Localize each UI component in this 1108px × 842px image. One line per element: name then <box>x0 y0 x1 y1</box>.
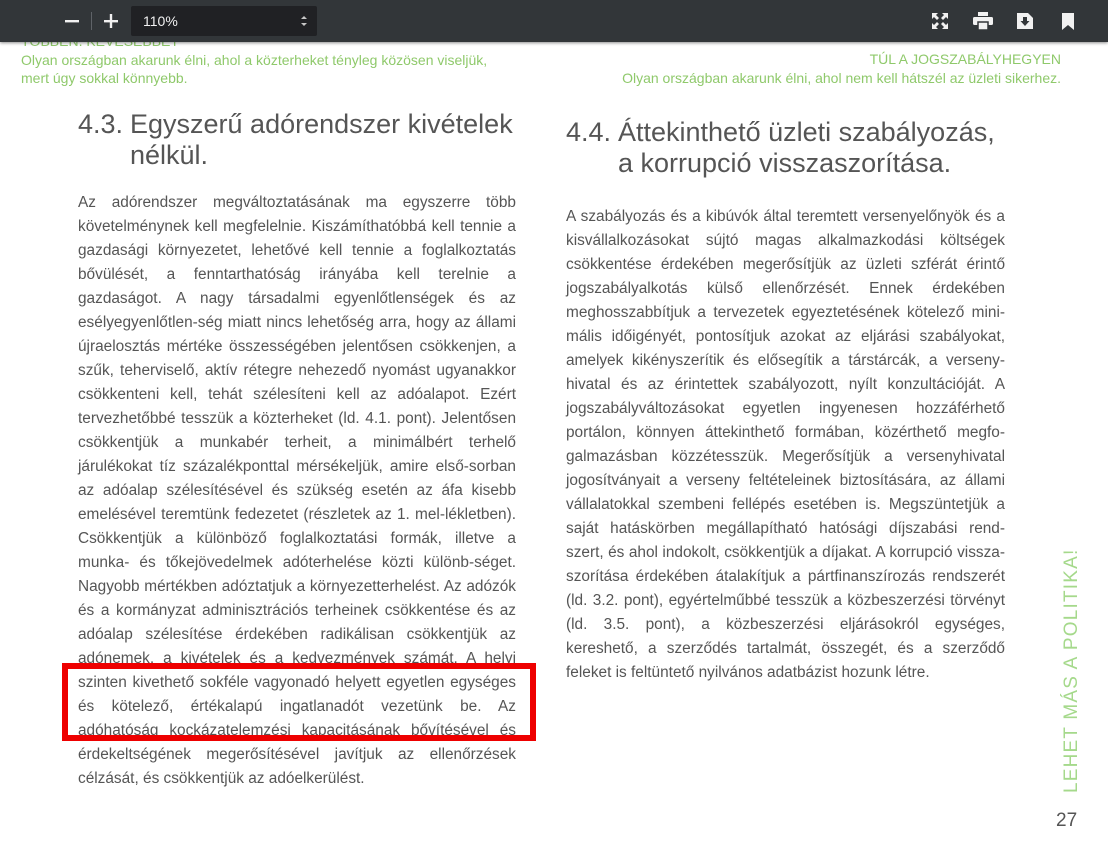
fit-to-page-icon <box>931 12 949 30</box>
print-icon <box>973 12 993 30</box>
minus-icon <box>65 14 79 28</box>
heading-line1: Áttekinthető üzleti szabályozás, <box>618 117 995 147</box>
header-left-line1: Olyan országban akarunk élni, ahol a közterheket tényleg közösen viseljük, <box>21 52 488 68</box>
section-number: 4.3. <box>78 109 124 139</box>
section-4-3-heading <box>78 109 513 171</box>
section-4-3-body: Az adórendszer megváltoztatásának ma egyszerre több követelménynek kell megfelelnie. Kiszámíthatóbbá kell tennie a gazdasági környezetet, lehetővé kell tennie a foglalkoztatás bővülését, a fenntarthatóság irányába kell terelnie a gazdaságot. A nagy társadalmi egyenlőtlenségek és az esélyegyenlőtlen-ség miatt nincs lehetőség arra, hogy az állami újraelosztás mértéke összességében jelentősen csökkenjen, a szűk, teherviselő, aktív rétegre nehezedő nyomást ugyanakkor csökkenteni kell, tehát szélesíteni kell az adóalapot. Ezért tervezhetőbbé tesszük a közterheket (ld. 4.1. pont). Jelentősen csökkentjük a munkabér terheit, a minimálbért terhelő járulékokat tíz százalékponttal mérsékeljük, amire első-sorban az adóalap szélesítésével és szükség esetén az áfa kisebb emelésével teremtünk fedezetet (részletek az 1. mel-lékletben). Csökkentjük a különböző foglalkoztatási formák, illetve a munka- és tőkejövedelmek adóterhelése közti különb-séget. Nagyobb mértékben adóztatjuk a környezetterhelést. Az adózók és a kormányzat adminisztrációs terheinek csökkentése és az adóalap szélesítése érdekében radikálisan csökkentjük az adónemek, a kivételek és a kedvezmények számát. A helyi szinten kivethető sokféle vagyonadó helyett egyetlen egységes és kötelező, értékalapú ingatlanadót vezetünk be. Az adóhatóság kockázatelemzési kapacitásának bővítésével és érdekeltségének megerősítésével javítjuk az ellenőrzések célzását, és csökkentjük az adóelkerülést. <box>78 194 516 787</box>
heading-line2: a korrupció visszaszorítása. <box>618 148 952 178</box>
bookmark-button[interactable] <box>1050 0 1086 42</box>
page-number: 27 <box>1056 810 1078 831</box>
zoom-in-button[interactable] <box>93 0 129 42</box>
heading-line1: Egyszerű adórendszer kivételek <box>130 109 513 139</box>
plus-icon <box>104 14 118 28</box>
side-title: LEHET MÁS A POLITIKA! <box>1061 548 1082 793</box>
highlight-box <box>62 663 536 741</box>
zoom-level-value: 110% <box>143 13 178 29</box>
header-right-title: TÚL A JOGSZABÁLYHEGYEN <box>869 51 1061 67</box>
toolbar-divider <box>91 12 92 30</box>
section-number: 4.4. <box>566 117 612 147</box>
bookmark-icon <box>1062 13 1074 30</box>
header-right-line: Olyan országban akarunk élni, ahol nem kell hátszél az üzleti sikerhez. <box>622 70 1061 86</box>
select-arrows-icon <box>301 14 307 28</box>
zoom-level-select[interactable] <box>131 6 317 36</box>
zoom-out-button[interactable] <box>54 0 90 42</box>
print-button[interactable] <box>965 0 1001 42</box>
download-button[interactable] <box>1007 0 1043 42</box>
section-4-4-heading <box>566 117 995 179</box>
fit-to-page-button[interactable] <box>922 0 958 42</box>
section-4-4-body: A szabályozás és a kibúvók által teremtett versenyelőnyök és a kisvállalkozásokat sújtó magas alkalmazkodási költségek csökkentése érdekében megerősítjük az üzleti szférát érintő jogszabályalkotás külső ellenőrzését. Ennek érdekében meghosszabbítjuk a tervezetek egyeztetésének kötelező mini-mális időigényét, pontosítjuk azokat az eljárási szabályokat, amelyek kikényszerítik és elősegítik a társtárcák, a verseny-hivatal és az érintettek szabályozott, nyílt konzultációját. A jogszabályváltozásokat egyetlen ingyenesen hozzáférhető portálon, könnyen áttekinthető formában, közérthető megfo-galmazásban közzétesszük. Megerősítjük a versenyhivatal jogosítványait a verseny feltételeinek biztosítására, az állami vállalatokkal szembeni fellépés esetében is. Megszüntetjük a saját hatáskörben megállapítható hatósági díjszabási rend-szert, és ahol indokolt, csökkentjük a díjakat. A korrupció vissza-szorítása érdekében átalakítjuk a pártfinanszírozás rendszerét (ld. 3.2. pont), egyértelműbbé tesszük a közbeszerzési törvényt (ld. 3.5. pont), a közbeszerzési eljárásokról egységes, kereshető, a szerződés tartalmát, összegét, és a szerződő feleket is feltüntető nyilvános adatbázist hozunk létre. <box>566 208 1005 681</box>
pdf-toolbar <box>0 0 1108 42</box>
heading-line2: nélkül. <box>130 140 209 170</box>
download-icon <box>1017 12 1033 30</box>
header-left-line2: mert úgy sokkal könnyebb. <box>21 70 188 86</box>
